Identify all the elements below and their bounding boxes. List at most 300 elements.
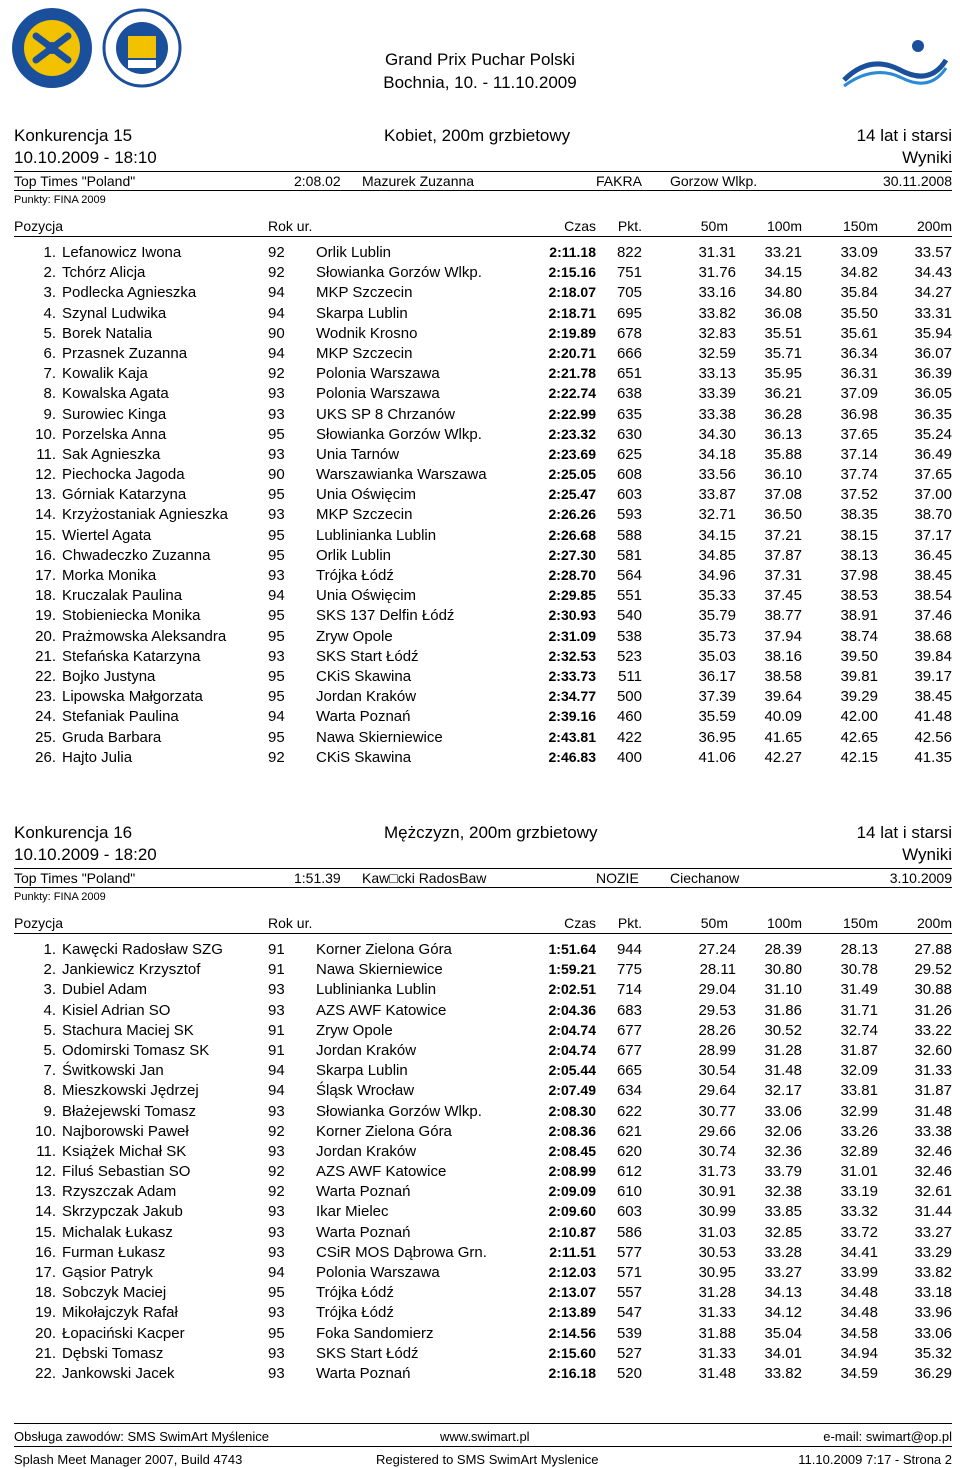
split-150m: 35.50: [840, 304, 878, 322]
split-100m: 35.51: [764, 324, 802, 342]
split-50m: 33.38: [698, 405, 736, 423]
result-position: 9.: [43, 405, 56, 423]
footer-page-info: 11.10.2009 7:17 - Strona 2: [798, 1452, 952, 1467]
final-time: 2:46.83: [548, 748, 596, 765]
swimmer-name: Świtkowski Jan: [62, 1062, 164, 1080]
swimmer-name: Błażejewski Tomasz: [62, 1102, 196, 1120]
split-50m: 33.87: [698, 486, 736, 504]
table-row: [14, 465, 952, 485]
split-150m: 34.82: [840, 264, 878, 282]
points: 511: [618, 667, 642, 685]
final-time: 2:25.47: [548, 486, 596, 503]
result-position: 24.: [35, 708, 56, 726]
col-100m: 100m: [766, 218, 802, 234]
club-name: AZS AWF Katowice: [316, 1163, 447, 1181]
swimmer-name: Lipowska Małgorzata: [62, 688, 203, 706]
points: 751: [616, 264, 642, 282]
club-name: AZS AWF Katowice: [316, 1001, 447, 1019]
split-100m: 33.06: [764, 1102, 802, 1120]
split-200m: 32.60: [914, 1041, 952, 1059]
birth-year: 92: [268, 748, 285, 766]
split-100m: 34.01: [764, 1344, 802, 1362]
birth-year: 92: [268, 1163, 285, 1181]
split-100m: 38.16: [764, 647, 802, 665]
result-position: 21.: [35, 647, 56, 665]
final-time: 2:15.60: [548, 1344, 596, 1361]
club-name: SKS Start Łódź: [316, 1344, 419, 1362]
result-position: 1.: [43, 941, 56, 958]
split-200m: 34.27: [914, 284, 952, 302]
col-200m: 200m: [916, 218, 952, 234]
club-name: Unia Oświęcim: [316, 486, 417, 504]
table-row: [14, 1223, 952, 1243]
swimmer-name: Bojko Justyna: [62, 667, 156, 685]
split-100m: 36.50: [764, 506, 802, 524]
final-time: 2:11.51: [549, 1243, 596, 1260]
split-50m: 31.73: [698, 1163, 736, 1181]
split-100m: 37.94: [764, 627, 802, 645]
split-50m: 32.83: [698, 324, 736, 342]
event-section-15: [14, 126, 952, 768]
split-150m: 35.84: [840, 284, 878, 302]
split-200m: 32.46: [914, 1163, 952, 1181]
top-times-name: Kaw□cki RadosBaw: [362, 870, 487, 886]
split-200m: 33.57: [914, 244, 952, 261]
split-150m: 37.14: [840, 445, 878, 463]
club-name: Zryw Opole: [316, 627, 393, 645]
col-year: Rok ur.: [268, 218, 313, 234]
club-name: Skarpa Lublin: [316, 1062, 408, 1080]
split-100m: 37.08: [764, 486, 802, 504]
table-row: [14, 627, 952, 647]
split-200m: 33.29: [914, 1243, 952, 1261]
final-time: 2:18.71: [548, 304, 596, 321]
birth-year: 94: [268, 1082, 285, 1100]
split-50m: 33.16: [698, 284, 736, 302]
final-time: 2:19.89: [548, 324, 596, 341]
table-row: [14, 1303, 952, 1323]
swimmer-name: Wiertel Agata: [62, 526, 152, 544]
points: 634: [616, 1082, 642, 1100]
birth-year: 95: [268, 546, 285, 564]
split-50m: 30.53: [698, 1243, 736, 1261]
birth-year: 93: [268, 1001, 285, 1019]
col-time: Czas: [564, 218, 596, 234]
final-time: 2:25.05: [548, 466, 596, 483]
result-position: 15.: [35, 526, 56, 544]
birth-year: 93: [268, 385, 285, 403]
split-150m: 37.98: [840, 567, 878, 584]
final-time: 2:09.60: [548, 1203, 596, 1220]
club-name: Słowianka Gorzów Wlkp.: [316, 264, 482, 282]
split-100m: 33.85: [764, 1203, 802, 1221]
split-50m: 30.99: [698, 1203, 736, 1221]
result-position: 22.: [35, 1364, 56, 1382]
swimmer-name: Gąsior Patryk: [62, 1264, 153, 1281]
table-row: [14, 606, 952, 626]
table-row: [14, 546, 952, 566]
points: 608: [616, 466, 642, 484]
split-150m: 31.01: [840, 1163, 878, 1181]
result-position: 4.: [43, 1001, 56, 1019]
split-50m: 34.18: [698, 445, 736, 463]
swimmer-name: Mikołajczyk Rafał: [62, 1304, 178, 1322]
birth-year: 95: [268, 1324, 285, 1342]
points: 683: [616, 1001, 642, 1019]
col-150m: 150m: [842, 218, 878, 234]
result-position: 2.: [43, 961, 56, 979]
table-row: [14, 687, 952, 707]
birth-year: 95: [268, 667, 285, 685]
top-times-time: 1:51.39: [294, 870, 341, 886]
split-50m: 31.33: [698, 1304, 736, 1322]
split-200m: 36.29: [914, 1364, 952, 1382]
swimmer-name: Jankowski Jacek: [62, 1364, 175, 1382]
split-100m: 32.38: [764, 1183, 802, 1201]
points: 612: [616, 1163, 642, 1181]
result-position: 5.: [43, 1021, 56, 1039]
club-name: Korner Zielona Góra: [316, 1122, 452, 1140]
split-150m: 36.98: [840, 405, 878, 423]
points: 538: [616, 627, 642, 645]
final-time: 2:22.99: [548, 405, 596, 422]
split-150m: 34.48: [840, 1304, 878, 1322]
top-times-date: 3.10.2009: [889, 870, 952, 886]
result-position: 9.: [43, 1102, 56, 1120]
split-150m: 33.26: [840, 1122, 878, 1140]
birth-year: 92: [268, 264, 285, 282]
swimmer-name: Gruda Barbara: [62, 728, 162, 746]
result-position: 17.: [35, 1264, 56, 1281]
points: 625: [616, 445, 642, 463]
split-150m: 35.61: [840, 324, 878, 342]
swimmer-name: Dębski Tomasz: [62, 1344, 164, 1362]
table-row: [14, 960, 952, 980]
points: 547: [616, 1304, 642, 1322]
result-position: 3.: [43, 981, 56, 999]
split-200m: 33.06: [914, 1324, 952, 1342]
result-position: 18.: [35, 587, 56, 605]
split-100m: 41.65: [764, 728, 802, 746]
result-position: 12.: [35, 466, 56, 484]
result-position: 8.: [43, 385, 56, 403]
split-50m: 31.33: [698, 1344, 736, 1362]
club-name: Unia Tarnów: [316, 445, 400, 463]
result-position: 22.: [35, 667, 56, 685]
result-position: 12.: [35, 1163, 56, 1181]
split-200m: 35.94: [914, 324, 952, 342]
birth-year: 94: [268, 1264, 285, 1281]
points: 520: [616, 1364, 642, 1382]
top-times-code: FAKRA: [596, 173, 642, 189]
split-50m: 34.85: [698, 546, 736, 564]
birth-year: 95: [268, 728, 285, 746]
swimmer-name: Hajto Julia: [62, 748, 133, 766]
points: 651: [616, 365, 642, 383]
footer-email[interactable]: e-mail: swimart@op.pl: [823, 1429, 952, 1444]
split-100m: 35.95: [764, 365, 802, 383]
result-position: 7.: [43, 1062, 56, 1080]
split-100m: 32.85: [764, 1223, 802, 1241]
split-200m: 31.33: [914, 1062, 952, 1080]
split-100m: 33.27: [764, 1264, 802, 1281]
club-name: Polonia Warszawa: [316, 385, 440, 403]
top-times-club: Ciechanow: [670, 870, 740, 886]
swimmer-name: Stachura Maciej SK: [62, 1021, 194, 1039]
final-time: 2:08.30: [548, 1102, 596, 1119]
footer-website[interactable]: www.swimart.pl: [440, 1429, 530, 1444]
split-200m: 37.65: [914, 466, 952, 484]
split-100m: 31.10: [764, 981, 802, 999]
split-200m: 39.84: [914, 647, 952, 665]
swimmer-name: Lefanowicz Iwona: [62, 244, 182, 261]
swimmer-name: Górniak Katarzyna: [62, 486, 187, 504]
table-row: [14, 283, 952, 303]
split-200m: 36.07: [914, 344, 952, 362]
club-name: Słowianka Gorzów Wlkp.: [316, 425, 482, 443]
result-position: 3.: [43, 284, 56, 302]
split-150m: 34.94: [840, 1344, 878, 1362]
col-points: Pkt.: [617, 915, 642, 931]
swimmer-name: Podlecka Agnieszka: [62, 284, 197, 302]
final-time: 2:26.68: [548, 526, 596, 543]
result-position: 5.: [43, 1041, 56, 1059]
split-150m: 42.65: [840, 728, 878, 746]
final-time: 2:21.78: [548, 365, 596, 382]
split-50m: 29.66: [698, 1122, 736, 1140]
split-50m: 30.77: [698, 1102, 736, 1120]
split-50m: 34.30: [698, 425, 736, 443]
final-time: 1:51.64: [548, 941, 596, 957]
split-200m: 38.45: [914, 688, 952, 706]
birth-year: 92: [268, 1183, 285, 1201]
final-time: 2:28.70: [548, 567, 596, 583]
swimmer-name: Przasnek Zuzanna: [62, 344, 188, 362]
final-time: 2:11.18: [549, 244, 596, 260]
swimmer-name: Tchórz Alicja: [62, 264, 146, 282]
swimmer-name: Chwadeczko Zuzanna: [62, 546, 211, 564]
points: 610: [616, 1183, 642, 1201]
club-name: Wodnik Krosno: [316, 324, 418, 342]
split-200m: 30.88: [914, 981, 952, 999]
club-name: Nawa Skierniewice: [316, 728, 443, 746]
split-200m: 36.39: [914, 365, 952, 383]
split-150m: 32.99: [840, 1102, 878, 1120]
swimmer-name: Surowiec Kinga: [62, 405, 167, 423]
points: 621: [616, 1122, 642, 1140]
final-time: 2:20.71: [548, 344, 596, 361]
final-time: 2:02.51: [548, 981, 596, 998]
table-row: [14, 1344, 952, 1364]
event-name: Mężczyzn, 200m grzbietowy: [384, 823, 598, 842]
col-time: Czas: [564, 915, 596, 931]
top-times-row: [14, 868, 952, 888]
split-200m: 38.45: [914, 567, 952, 584]
table-row: [14, 728, 952, 748]
birth-year: 93: [268, 1223, 285, 1241]
split-100m: 35.04: [764, 1324, 802, 1342]
birth-year: 93: [268, 1304, 285, 1322]
split-200m: 31.48: [914, 1102, 952, 1120]
col-50m: 50m: [700, 218, 728, 234]
split-150m: 34.58: [840, 1324, 878, 1342]
result-position: 20.: [35, 1324, 56, 1342]
final-time: 2:23.69: [548, 445, 596, 462]
points: 775: [616, 961, 642, 979]
result-position: 4.: [43, 304, 56, 322]
split-150m: 38.91: [840, 607, 878, 625]
table-row: [14, 526, 952, 546]
split-50m: 31.28: [698, 1284, 736, 1302]
birth-year: 95: [268, 526, 285, 544]
points: 577: [616, 1243, 642, 1261]
points: 635: [616, 405, 642, 423]
birth-year: 95: [268, 627, 285, 645]
swimmer-name: Stobieniecka Monika: [62, 607, 201, 625]
club-name: Trójka Łódź: [316, 567, 394, 584]
split-100m: 34.12: [764, 1304, 802, 1322]
split-200m: 36.05: [914, 385, 952, 403]
table-row: [14, 1283, 952, 1303]
split-100m: 28.39: [764, 941, 802, 958]
table-row: [14, 1061, 952, 1081]
split-200m: 33.22: [914, 1021, 952, 1039]
split-150m: 42.00: [840, 708, 878, 726]
split-150m: 38.74: [840, 627, 878, 645]
table-row: [14, 425, 952, 445]
club-name: MKP Szczecin: [316, 506, 413, 524]
split-150m: 33.09: [840, 244, 878, 261]
result-position: 26.: [35, 748, 56, 766]
split-100m: 37.87: [764, 546, 802, 564]
table-row: [14, 1142, 952, 1162]
club-name: Jordan Kraków: [316, 1041, 417, 1059]
split-50m: 37.39: [698, 688, 736, 706]
club-name: CKiS Skawina: [316, 748, 412, 766]
split-100m: 40.09: [764, 708, 802, 726]
points: 620: [616, 1142, 642, 1160]
points: 593: [616, 506, 642, 524]
split-100m: 32.36: [764, 1142, 802, 1160]
swimmer-name: Mieszkowski Jędrzej: [62, 1082, 199, 1100]
birth-year: 95: [268, 607, 285, 625]
swimmer-name: Sak Agnieszka: [62, 445, 161, 463]
birth-year: 95: [268, 1284, 285, 1302]
split-50m: 29.64: [698, 1082, 736, 1100]
table-row: [14, 384, 952, 404]
birth-year: 91: [268, 961, 285, 979]
top-times-code: NOZIE: [596, 870, 639, 886]
col-points: Pkt.: [617, 218, 642, 234]
final-time: 2:33.73: [548, 667, 596, 684]
top-times-row: [14, 171, 952, 191]
points: 564: [616, 567, 642, 584]
points: 586: [616, 1223, 642, 1241]
split-150m: 32.89: [840, 1142, 878, 1160]
split-200m: 41.48: [914, 708, 952, 726]
swimmer-name: Kowalska Agata: [62, 385, 169, 403]
split-100m: 30.80: [764, 961, 802, 979]
final-time: 2:39.16: [548, 708, 596, 725]
split-100m: 37.21: [764, 526, 802, 544]
points: 944: [616, 941, 642, 958]
club-name: Lublinianka Lublin: [316, 526, 437, 544]
table-row: [14, 1182, 952, 1202]
split-150m: 33.72: [840, 1223, 878, 1241]
swimmer-name: Borek Natalia: [62, 324, 153, 342]
col-pos: Pozycja: [14, 915, 64, 931]
meet-place-date: Bochnia, 10. - 11.10.2009: [383, 73, 577, 92]
event-section-16: [14, 823, 952, 1384]
final-time: 2:15.16: [548, 264, 596, 281]
result-position: 11.: [36, 1142, 56, 1160]
split-150m: 33.81: [840, 1082, 878, 1100]
split-150m: 39.50: [840, 647, 878, 665]
birth-year: 95: [268, 688, 285, 706]
points: 523: [616, 647, 642, 665]
table-row: [14, 566, 952, 586]
split-50m: 35.79: [698, 607, 736, 625]
split-150m: 28.13: [840, 941, 878, 958]
split-50m: 30.91: [698, 1183, 736, 1201]
points: 500: [616, 688, 642, 706]
swimmer-name: Odomirski Tomasz SK: [62, 1041, 210, 1059]
final-time: 2:18.07: [548, 284, 596, 301]
table-row: [14, 707, 952, 727]
split-150m: 42.15: [840, 748, 878, 766]
birth-year: 93: [268, 567, 285, 584]
table-row: [14, 647, 952, 667]
points: 539: [616, 1324, 642, 1342]
split-50m: 35.59: [698, 708, 736, 726]
birth-year: 92: [268, 365, 285, 383]
split-50m: 30.95: [698, 1264, 736, 1281]
table-row: [14, 940, 952, 960]
split-100m: 42.27: [764, 748, 802, 766]
points: 665: [616, 1062, 642, 1080]
swimmer-name: Dubiel Adam: [62, 981, 148, 999]
results-list: [14, 243, 952, 768]
points: 822: [616, 244, 642, 261]
split-100m: 36.28: [764, 405, 802, 423]
table-row: [14, 344, 952, 364]
split-200m: 33.27: [914, 1223, 952, 1241]
swimmer-name: Najborowski Paweł: [62, 1122, 189, 1140]
footer-bottom: [14, 1446, 952, 1468]
split-50m: 27.24: [698, 941, 736, 958]
birth-year: 93: [268, 1344, 285, 1362]
table-row: [14, 1021, 952, 1041]
swimmer-name: Kawęcki Radosław SZG: [62, 941, 223, 958]
result-position: 19.: [35, 607, 56, 625]
points: 630: [616, 425, 642, 443]
final-time: 2:30.93: [548, 607, 596, 624]
table-row: [14, 364, 952, 384]
split-50m: 31.03: [698, 1223, 736, 1241]
split-150m: 34.48: [840, 1284, 878, 1302]
table-row: [14, 667, 952, 687]
split-50m: 41.06: [698, 748, 736, 766]
table-row: [14, 1041, 952, 1061]
age-group: 14 lat i starsi: [856, 823, 952, 842]
split-200m: 33.18: [914, 1284, 952, 1302]
result-position: 14.: [35, 1203, 56, 1221]
footer-registered: Registered to SMS SwimArt Myslenice: [376, 1452, 599, 1467]
split-200m: 31.44: [914, 1203, 952, 1221]
result-position: 19.: [35, 1304, 56, 1322]
split-50m: 31.88: [698, 1324, 736, 1342]
result-position: 20.: [35, 627, 56, 645]
